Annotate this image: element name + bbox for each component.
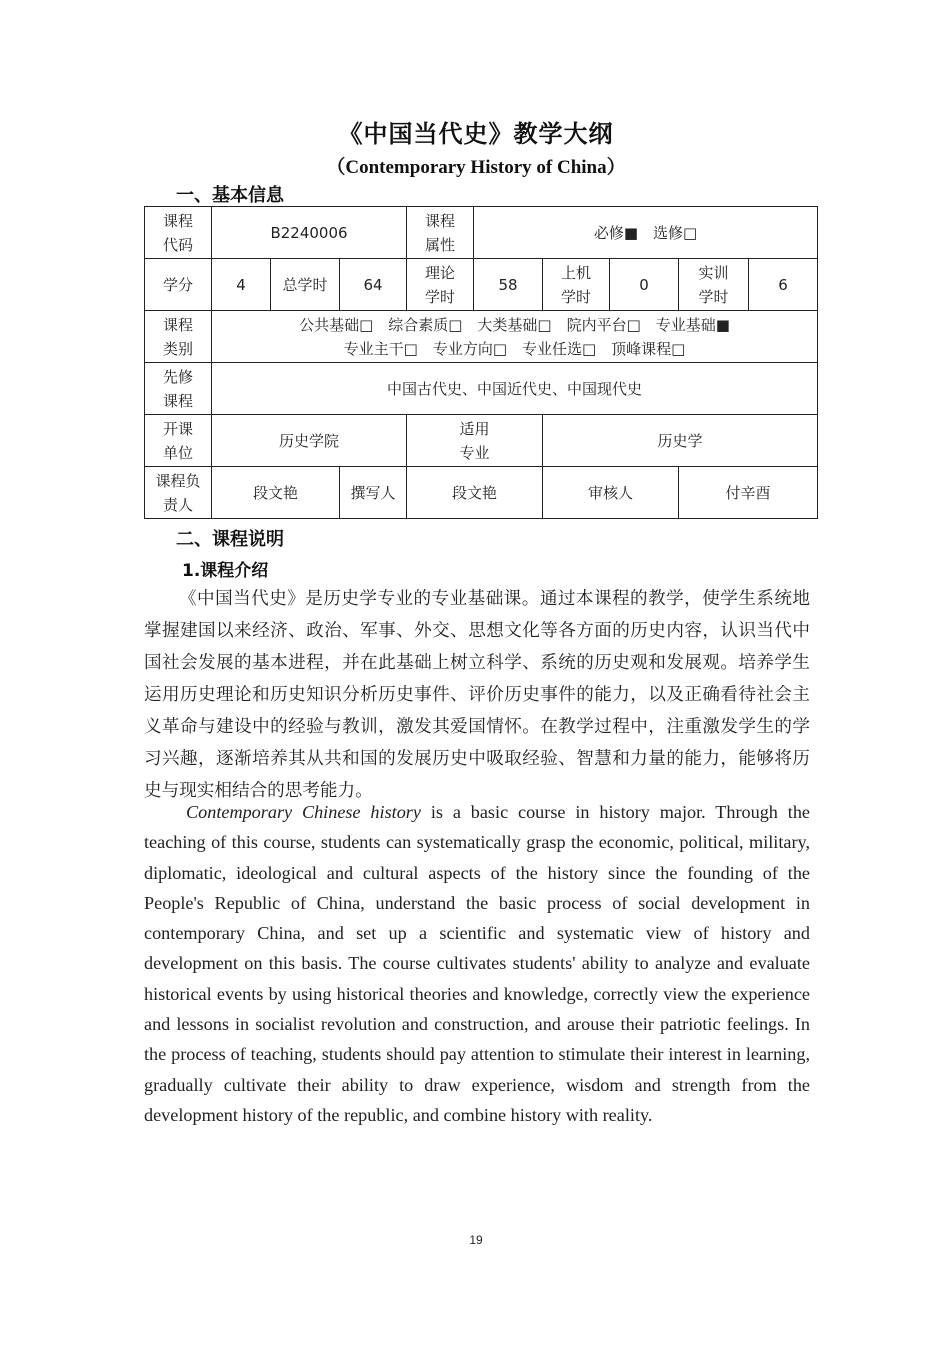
- intro-english-text: is a basic course in history major. Through the teaching of this course, students can systematically grasp the economic, political, military, diplomatic, ideological and cultural aspects of the history since the founding of the People's Republic of China, understand the basic process of social development in contemporary China, and set up a scientific and systematic view of history and development on this basis. The course cultivates students' ability to analyze and evaluate historical events by using historical theories and knowledge, correctly view the experience and lessons in socialist revolution and construction, and arouse their patriotic feelings. In the process of teaching, students should pay attention to stimulate their interest in learning, gradually cultivate their ability to draw experience, wisdom and strength from the development history of the republic, and combine history with reality.: [144, 802, 810, 1125]
- section-heading-basic-info: 一、基本信息: [176, 185, 284, 206]
- prereq-value: 中国古代史、中国近代史、中国现代史: [212, 363, 818, 415]
- computer-hours-label: 上机学时: [543, 259, 610, 311]
- category-line-2: 专业主干□ 专业方向□ 专业任选□ 顶峰课程□: [343, 339, 686, 358]
- reviewer-label: 审核人: [543, 467, 679, 519]
- intro-paragraph-chinese: 《中国当代史》是历史学专业的专业基础课。通过本课程的教学，使学生系统地掌握建国以来经济、政治、军事、外交、思想文化等各方面的历史内容，认识当代中国社会发展的基本进程，并在此基础上树立科学、系统的历史观和发展观。培养学生运用历史理论和历史知识分析历史事件、评价历史事件的能力，以及正确看待社会主义革命与建设中的经验与教训，激发其爱国情怀。在教学过程中，注重激发学生的学习兴趣，逐渐培养其从共和国的发展历史中吸取经验、智慧和力量的能力，能够将历史与现实相结合的思考能力。: [144, 589, 810, 801]
- practice-hours-label: 实训学时: [679, 259, 749, 311]
- writer-value: 段文艳: [407, 467, 543, 519]
- course-attr-label: 课程属性: [407, 207, 474, 259]
- document-title: 《中国当代史》教学大纲: [338, 120, 614, 148]
- computer-hours-value: 0: [610, 259, 679, 311]
- course-attr-value: 必修■ 选修□: [474, 207, 818, 259]
- course-name-italic: Contemporary Chinese history: [186, 802, 421, 822]
- sub-heading-course-intro: 1.课程介绍: [182, 561, 269, 581]
- total-hours-label: 总学时: [271, 259, 340, 311]
- major-value: 历史学: [543, 415, 818, 467]
- theory-hours-value: 58: [474, 259, 543, 311]
- practice-hours-value: 6: [749, 259, 818, 311]
- dept-value: 历史学院: [212, 415, 407, 467]
- category-options: [212, 311, 818, 363]
- credits-label: 学分: [145, 259, 212, 311]
- section-heading-course-desc: 二、课程说明: [176, 529, 284, 550]
- writer-label: 撰写人: [340, 467, 407, 519]
- total-hours-value: 64: [340, 259, 407, 311]
- course-code-label: 课程代码: [145, 207, 212, 259]
- category-label: 课程类别: [145, 311, 212, 363]
- page-number: 19: [469, 1233, 483, 1247]
- owner-label: 课程负责人: [145, 467, 212, 519]
- intro-paragraph-english: [144, 797, 810, 1130]
- theory-hours-label: 理论学时: [407, 259, 474, 311]
- category-line-1: 公共基础□ 综合素质□ 大类基础□ 院内平台□ 专业基础■: [299, 315, 730, 334]
- owner-value: 段文艳: [212, 467, 340, 519]
- major-label: 适用专业: [407, 415, 543, 467]
- credits-value: 4: [212, 259, 271, 311]
- course-code-value: B2240006: [212, 207, 407, 259]
- reviewer-value: 付辛酉: [679, 467, 818, 519]
- prereq-label: 先修课程: [145, 363, 212, 415]
- document-subtitle: （Contemporary History of China）: [326, 157, 626, 178]
- course-info-table: [144, 206, 818, 519]
- dept-label: 开课单位: [145, 415, 212, 467]
